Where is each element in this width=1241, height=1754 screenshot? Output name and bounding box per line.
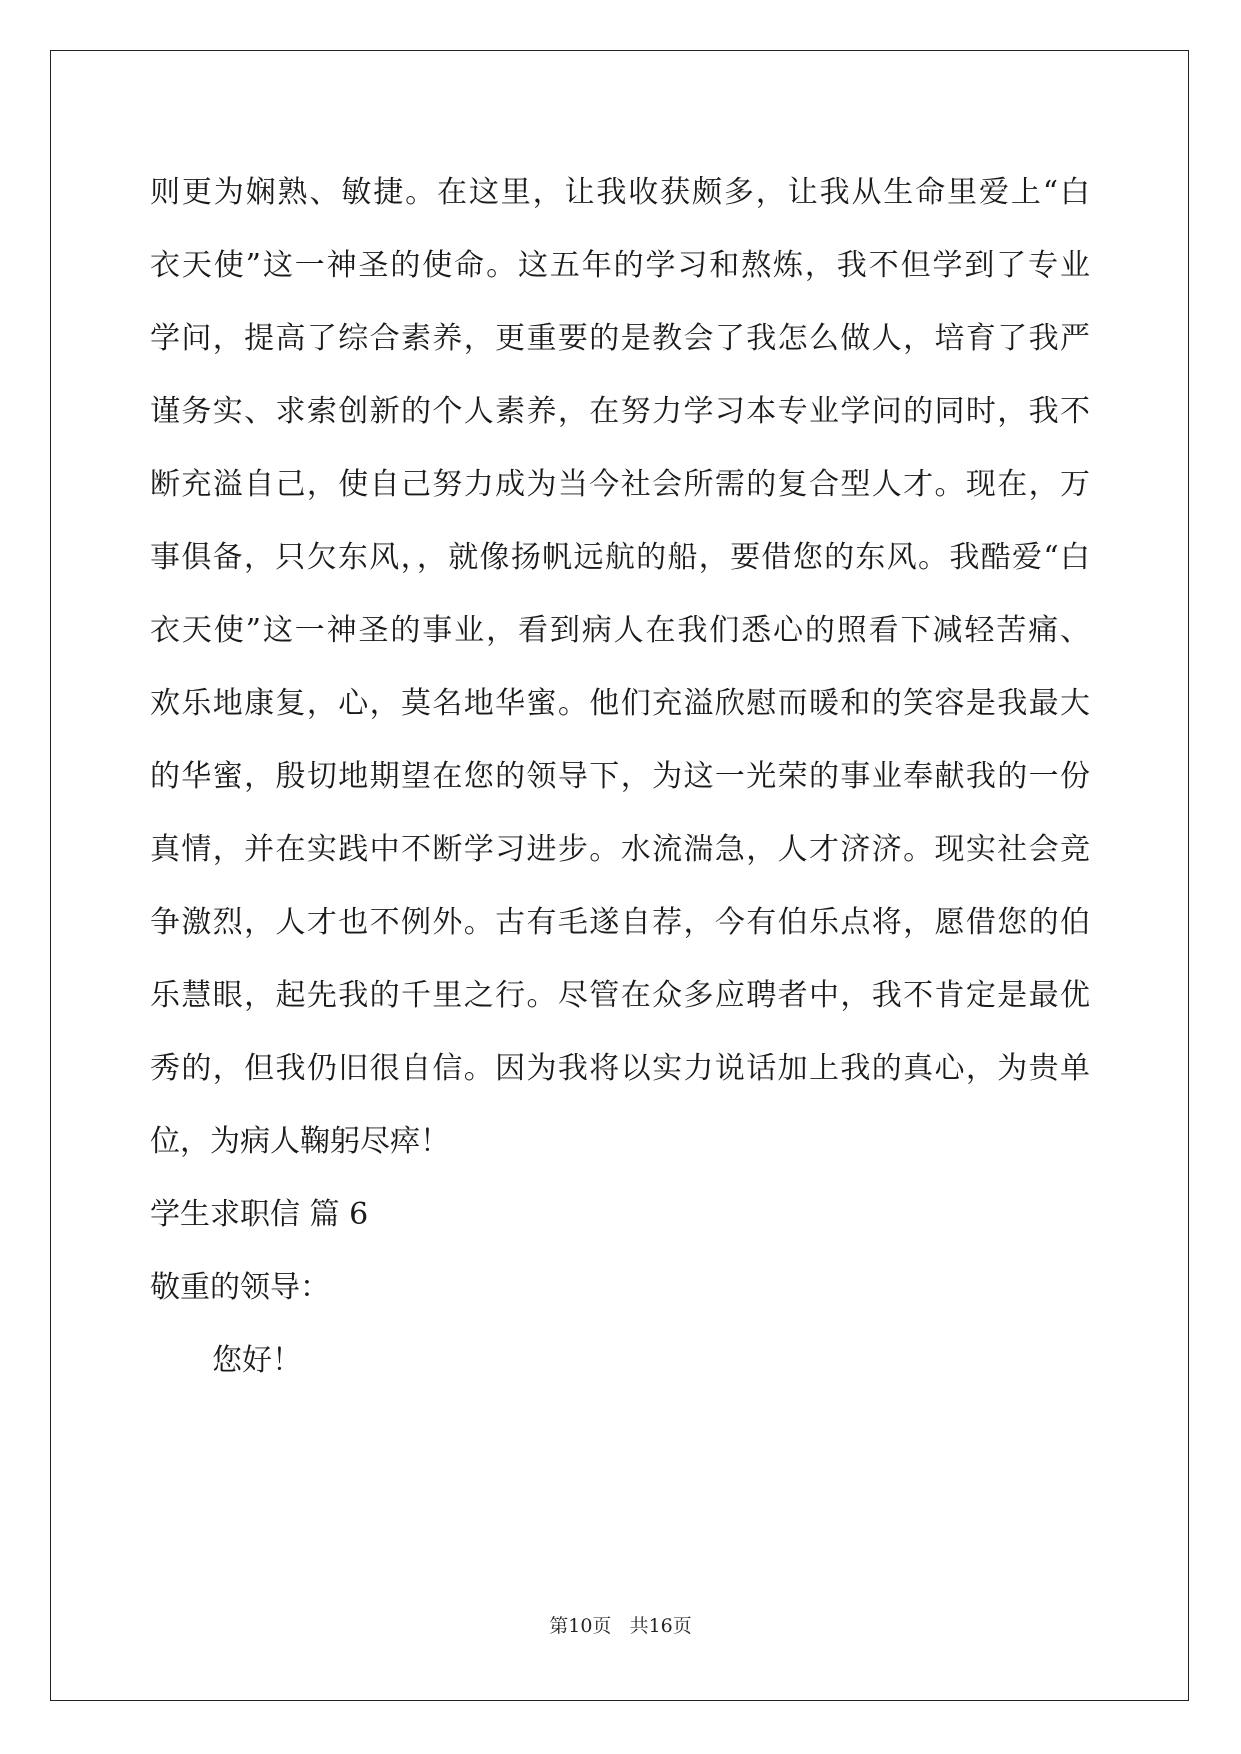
body-line: 乐慧眼，起先我的千里之行。尽管在众多应聘者中，我不肯定是最优 bbox=[150, 978, 1090, 1013]
body-line: 真情，并在实践中不断学习进步。水流湍急，人才济济。现实社会竞 bbox=[150, 832, 1090, 867]
greeting: 您好！ bbox=[212, 1343, 302, 1378]
page-total: 共16页 bbox=[629, 1615, 692, 1637]
body-line: 欢乐地康复，心，莫名地华蜜。他们充溢欣慰而暖和的笑容是我最大 bbox=[150, 686, 1090, 721]
page-number: 第10页 bbox=[549, 1615, 612, 1637]
body-line: 则更为娴熟、敏捷。在这里，让我收获颇多，让我从生命里爱上“白 bbox=[150, 175, 1090, 210]
body-line: 衣天使”这一神圣的事业，看到病人在我们悉心的照看下减轻苦痛、 bbox=[150, 613, 1090, 648]
body-line: 衣天使”这一神圣的使命。这五年的学习和熬炼，我不但学到了专业 bbox=[150, 248, 1090, 283]
body-line: 断充溢自己，使自己努力成为当今社会所需的复合型人才。现在，万 bbox=[150, 467, 1090, 502]
page-footer bbox=[0, 1611, 1241, 1638]
salutation: 敬重的领导： bbox=[150, 1270, 330, 1305]
body-line: 秀的，但我仍旧很自信。因为我将以实力说话加上我的真心，为贵单 bbox=[150, 1051, 1090, 1086]
body-line: 谨务实、求索创新的个人素养，在努力学习本专业学问的同时，我不 bbox=[150, 394, 1090, 429]
section-title: 学生求职信 篇 6 bbox=[150, 1197, 369, 1232]
body-line: 的华蜜，殷切地期望在您的领导下，为这一光荣的事业奉献我的一份 bbox=[150, 759, 1090, 794]
body-line: 争激烈，人才也不例外。古有毛遂自荐，今有伯乐点将，愿借您的伯 bbox=[150, 905, 1090, 940]
page-border bbox=[50, 50, 1189, 1701]
body-line: 学问，提高了综合素养，更重要的是教会了我怎么做人，培育了我严 bbox=[150, 321, 1090, 356]
body-line: 位，为病人鞠躬尽瘁！ bbox=[150, 1124, 450, 1159]
body-line: 事俱备，只欠东风，，就像扬帆远航的船，要借您的东风。我酷爱“白 bbox=[150, 540, 1090, 575]
